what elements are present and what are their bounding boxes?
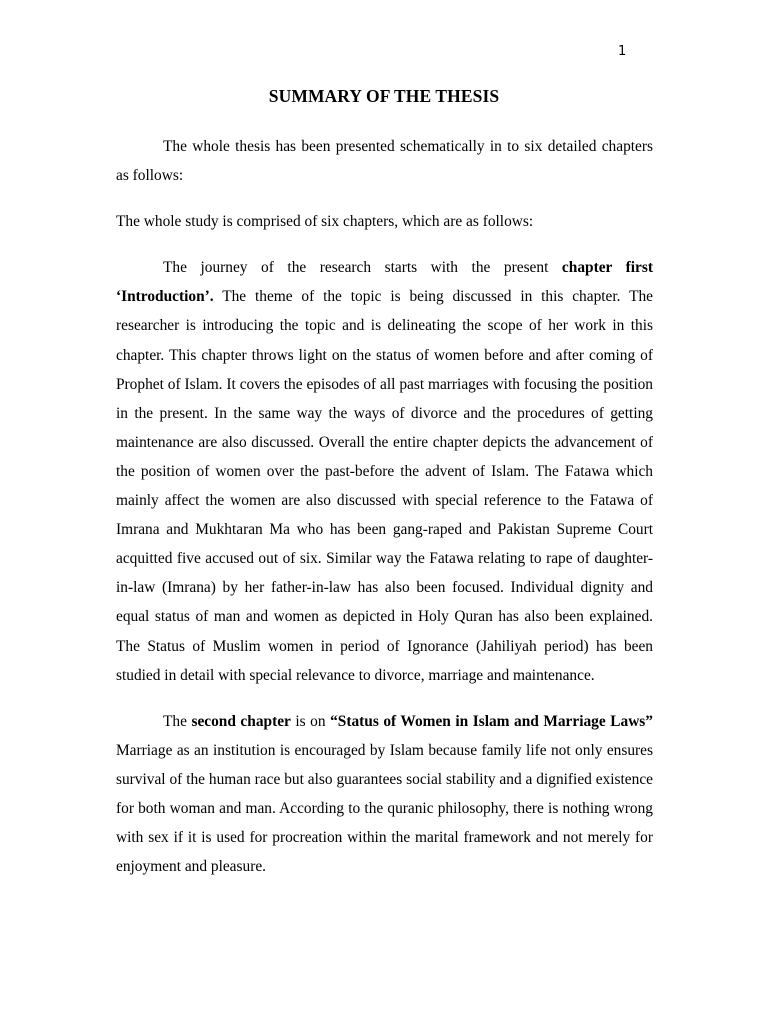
- paragraph-intro: The whole thesis has been presented schematically in to six detailed chapters as follows:: [116, 138, 653, 185]
- chapter-second-connector-text: is on: [290, 712, 331, 730]
- chapter-second-lead-text: The: [163, 712, 192, 730]
- chapter-first-body-text: The theme of the topic is being discussed in this chapter. The researcher is introducing the topic and is delineating the scope of her work in this chapter. This chapter throws light on the status of women before and after coming of Prophet of Islam. It covers the episodes of all past marriages with focusing the position in the present. In the same way the ways of divorce and the procedures of getting maintenance are also discussed. Overall the entire chapter depicts the advancement of the position of women over the past-before the advent of Islam. The Fatawa which mainly affect the women are also discussed with special reference to the Fatawa of Imrana and Mukhtaran Ma who has been gang-raped and Pakistan Supreme Court acquitted five accused out of six. Similar way the Fatawa relating to rape of daughter-in-law (Imrana) by her father-in-law has also been focused. Individual dignity and equal status of man and women as depicted in Holy Quran has also been explained. The Status of Muslim women in period of Ignorance (Jahiliyah period) has been studied in detail with special relevance to divorce, marriage and maintenance.: [116, 288, 653, 684]
- chapter-second-title: “Status of Women in Islam and Marriage Laws”: [330, 712, 653, 730]
- document-body: [116, 132, 653, 881]
- paragraph-chapter-first: [116, 253, 653, 689]
- page-number: 1: [618, 44, 627, 59]
- chapter-first-lead-text: The journey of the research starts with the present: [163, 259, 562, 277]
- paragraph-chapter-second: [116, 707, 653, 882]
- chapter-second-label: second chapter: [191, 712, 291, 730]
- chapter-second-body-text: Marriage as an institution is encouraged by Islam because family life not only ensures survival of the human race but also guarantees social stability and a dignified existence for both woman and man. According to the quranic philosophy, there is nothing wrong with sex if it is used for procreation within the marital framework and not merely for enjoyment and pleasure.: [116, 741, 653, 876]
- page-title: SUMMARY OF THE THESIS: [268, 86, 500, 106]
- paragraph-study-overview: The whole study is comprised of six chapters, which are as follows:: [116, 213, 534, 231]
- chapter-first-heading: chapter first ‘Introduction’.: [116, 259, 653, 306]
